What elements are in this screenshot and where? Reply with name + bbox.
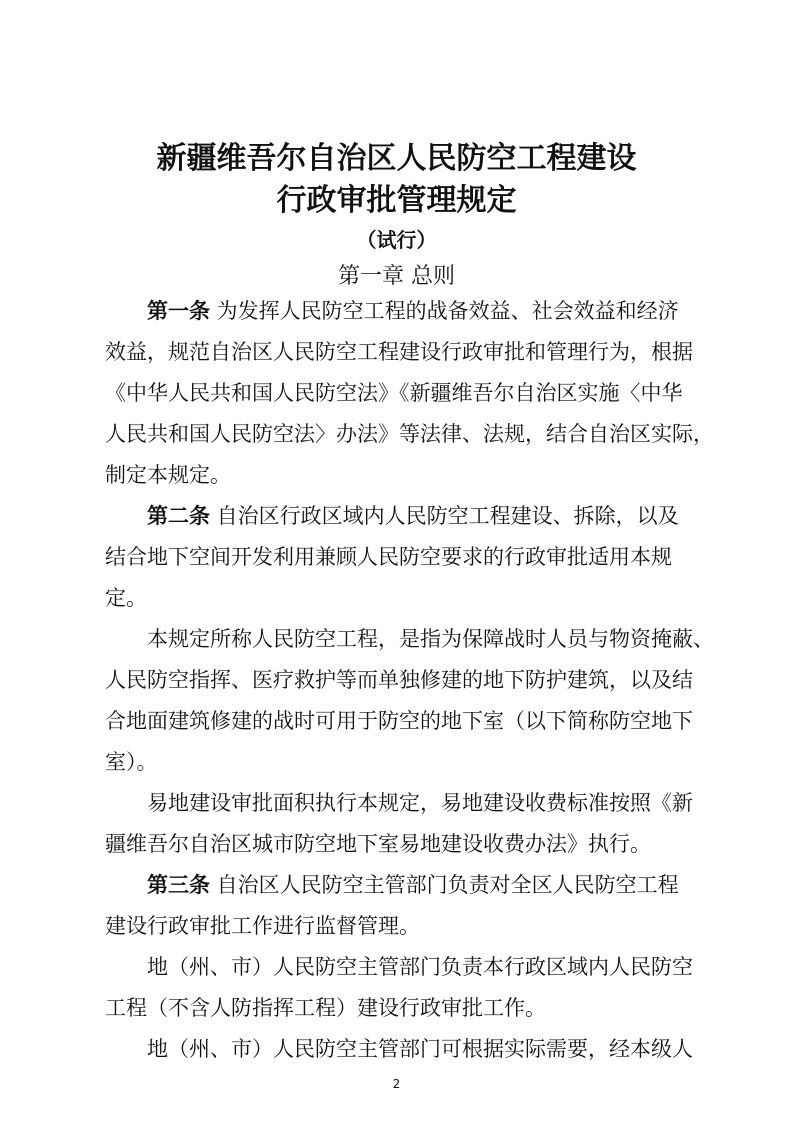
article-2-text: 自治区行政区域内人民防空工程建设、拆除，以及 <box>210 504 679 528</box>
prefecture-1-line-1: 地（州、市）人民防空主管部门负责本行政区域内人民防空 <box>147 955 693 979</box>
article-1-line-4: 人民共和国人民防空法〉办法》等法律、法规，结合自治区实际， <box>105 422 714 446</box>
article-1-line-3: 《中华人民共和国人民防空法》《新疆维吾尔自治区实施〈中华 <box>105 381 683 405</box>
article-1-line-2: 效益，规范自治区人民防空工程建设行政审批和管理行为，根据 <box>105 340 693 364</box>
article-3-line-2: 建设行政审批工作进行监督管理。 <box>105 914 420 938</box>
article-2-line-2: 结合地下空间开发利用兼顾人民防空要求的行政审批适用本规 <box>105 545 672 569</box>
document-title-line-1: 新疆维吾尔自治区人民防空工程建设 <box>156 141 637 176</box>
article-1-text: 为发挥人民防空工程的战备效益、社会效益和经济 <box>210 299 679 323</box>
definition-line-1: 本规定所称人民防空工程，是指为保障战时人员与物资掩蔽、 <box>147 627 714 651</box>
chapter-heading: 第一章 总则 <box>338 264 455 289</box>
relocation-line-1: 易地建设审批面积执行本规定，易地建设收费标准按照《新 <box>147 791 693 815</box>
relocation-line-2: 疆维吾尔自治区城市防空地下室易地建设收费办法》执行。 <box>105 832 651 856</box>
article-2-heading: 第二条 <box>147 503 210 528</box>
prefecture-2-line-1: 地（州、市）人民防空主管部门可根据实际需要，经本级人 <box>147 1037 693 1061</box>
document-subtitle: （试行） <box>356 228 437 252</box>
article-2-line-1 <box>147 501 679 531</box>
definition-line-4: 室）。 <box>105 750 158 774</box>
article-3-line-1 <box>147 870 679 900</box>
article-1-line-5: 制定本规定。 <box>105 463 231 487</box>
page-number: 2 <box>392 1077 401 1091</box>
article-1-heading: 第一条 <box>147 298 210 323</box>
prefecture-1-line-2: 工程（不含人防指挥工程）建设行政审批工作。 <box>105 996 546 1020</box>
article-3-text: 自治区人民防空主管部门负责对全区人民防空工程 <box>210 873 679 897</box>
document-title-line-2: 行政审批管理规定 <box>276 183 517 218</box>
article-1-line-1 <box>147 296 679 326</box>
definition-line-3: 合地面建筑修建的战时可用于防空的地下室（以下简称防空地下 <box>105 709 693 733</box>
article-3-heading: 第三条 <box>147 872 210 897</box>
definition-line-2: 人民防空指挥、医疗救护等而单独修建的地下防护建筑，以及结 <box>105 668 693 692</box>
article-2-line-3: 定。 <box>105 586 147 610</box>
